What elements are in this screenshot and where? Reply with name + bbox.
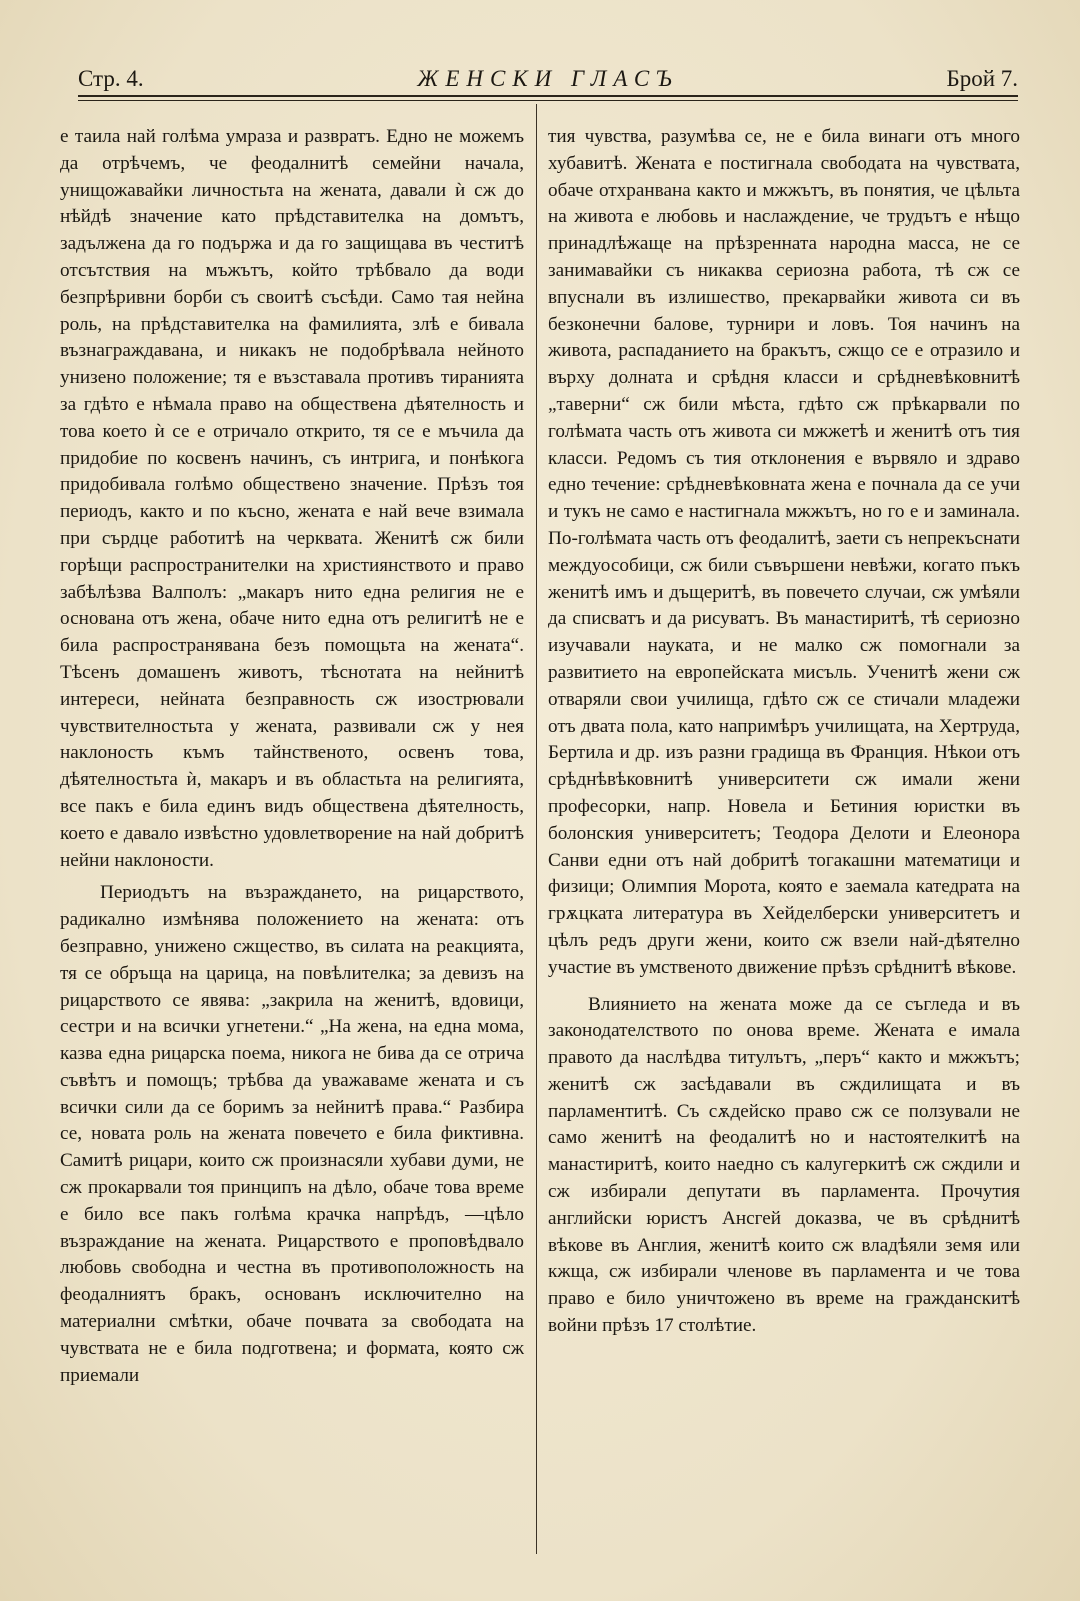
header-rule-thick — [78, 95, 1018, 97]
left-column — [60, 124, 524, 1389]
right-column — [548, 124, 1020, 1340]
left-paragraph-2: Периодътъ на възраждането, на рицарството, радикално измѣнява положението на жената: отъ безправно, унижено сжщество, въ силата на реакцията, тя се обръща на царица, на повѣлителка; за девизъ на рицарството се явява: „закрила на женитѣ, вдовици, сестри и на всички угнетени.“ „На жена, на една мома, казва една рицарска поема, никога не бива да се отрича съвѣтъ и помощъ; трѣбва да уважаваме жената и съ всички сили да се боримъ за нейнитѣ права.“ Разбира се, новата роль на жената повечето е била фиктивна. Самитѣ рицари, които сж произнасяли хубави думи, не сж прокарвали тоя принципъ на дѣло, обаче това време е било все пакъ голѣма крачка напрѣдъ, —цѣло възраждание на жената. Рицарството е проповѣдвало любовь свободна и честна въ противоположность на феодалниятъ бракъ, основанъ исключително на материални смѣтки, обаче почвата за свободата на чувствата не е била подготвена; и формата, която сж приемали — [60, 882, 524, 1386]
right-paragraph-2: Влиянието на жената може да се съгледа и въ законодателството по онова време. Жената е имала правото да наслѣдва титулътъ, „перъ“ както и мжжътъ; женитѣ сж засѣдавали въ сждилищата и въ парламентитѣ. Съ сѫдейско право сж се ползували не само женитѣ на феодалитѣ но и настоятелкитѣ на манастиритѣ, които наедно съ калугеркитѣ сж сждили и сж избирали депутати въ парламента. Прочутия английски юристъ Ансгей доказва, че въ срѣднитѣ вѣкове въ Англия, женитѣ които сж владѣяли земя или кжща, сж избирали членове въ парламента и че това право е било уничтожено въ време на гражданскитѣ войни прѣзъ 17 столѣтие. — [548, 993, 1020, 1337]
column-divider — [536, 104, 537, 1554]
newspaper-title: ЖЕНСКИ ГЛАСЪ — [417, 66, 679, 91]
page-header — [78, 66, 1018, 96]
issue-number: Брой 7. — [946, 66, 1018, 91]
right-paragraph-1: тия чувства, разумѣва се, не е била винаги отъ много хубавитѣ. Жената е постигнала свободата на чувствата, обаче отхранвана както и мжжътъ, въ понятия, че цѣльта на живота е любовь и наслаждение, че трудътъ е нѣщо принадлѣжаще на прѣзренната народна масса, не се занимавайки съ никаква сериозна работа, тѣ сж се впуснали въ излишество, прекарвайки живота си въ безконечни балове, турнири и ловъ. Тоя начинъ на живота, распаданието на бракътъ, сжщо се е отразило и върху долната и срѣдня класси и срѣдневѣковнитѣ „таверни“ сж били мѣста, гдѣто сж прѣкарвали по голѣмата часть отъ живота си мжжетѣ и женитѣ отъ тия класси. Редомъ съ тия отклонения е вървяло и здраво едно течение: срѣдневѣковната жена е почнала да се учи и тукъ не само е настигнала мжжътъ, но го е и заминала. По-голѣмата часть отъ феодалитѣ, заети съ непрекъснати междуособици, сж били съвършени невѣжи, когато пъкъ женитѣ имъ и дъщеритѣ, въ повечето случаи, сж умѣяли да списватъ и да рисуватъ. Въ манастиритѣ, тѣ сериозно изучавали науката, и не малко сж помогнали за развитието на европейската мисъль. Ученитѣ жени сж отваряли свои училища, гдѣто сж се стичали младежи отъ двата пола, като напримѣръ училищата, на Хертруда, Бертила и др. изъ разни градищa въ Франция. Нѣкои отъ срѣднѣвѣковнитѣ университети сж имали жени професорки, напр. Новела и Бетиния юристки въ болонския университетъ; Теодора Делоти и Елеонора Санви едни отъ най добритѣ тогакашни математици и физици; Олимпия Морота, която е заемала катедрата на грѫцката литература въ Хейделберски университетъ и цѣлъ редъ други жени, които сж взели най-дѣятелно участие въ умственото движение прѣзъ срѣднитѣ вѣкове. — [548, 126, 1020, 978]
header-rule-thin — [78, 100, 1018, 101]
page-number: Стр. 4. — [78, 66, 144, 91]
left-paragraph-1: е таила най голѣма умраза и развратъ. Едно не можемъ да отрѣчемъ, че феодалнитѣ семейни начала, унищожавайки личностьта на жената, давали ѝ сж до нѣйдѣ значение като прѣдставителка на домътъ, задължена да го подържа и да го защищава въ честитѣ отсътствия на мъжътъ, който трѣбвало да води безпрѣривни борби съ своитѣ съсѣди. Само тая нейна роль, на прѣдставителка на фамилията, злѣ е бивала възнаграждавана, и никакъ не подобрѣвала нейното унизено положение; тя е възставала противъ тиранията за гдѣто е нѣмала право на обществена дѣятелность и това което ѝ се е отричало открито, тя се е мъчила да придобие по косвенъ начинъ, съ интрига, и понѣкога придобивала голѣмо обществено значение. Прѣзъ тоя периодъ, както и по късно, жената е най вече взимала при сърдце работитѣ на черквата. Женитѣ сж били горѣщи распространителки на християнството и право забѣлѣзва Валполъ: „макаръ нито една религия не е основана отъ жена, обаче нито една отъ религитѣ не е била распространявана безъ помощьта на жената“. Тѣсенъ домашенъ животъ, тѣснотата на нейнитѣ интереси, нейната безправность сж изострювали чувствителностьта у жената, развивали сж у нея наклоность къмъ тайнственото, освенъ това, дѣятелностьта ѝ, макаръ и въ областьта на религията, все пакъ е била единъ видъ обществена дѣятелность, което е давало извѣстно удовлетворение на най добритѣ нейни наклоности. — [60, 126, 524, 871]
